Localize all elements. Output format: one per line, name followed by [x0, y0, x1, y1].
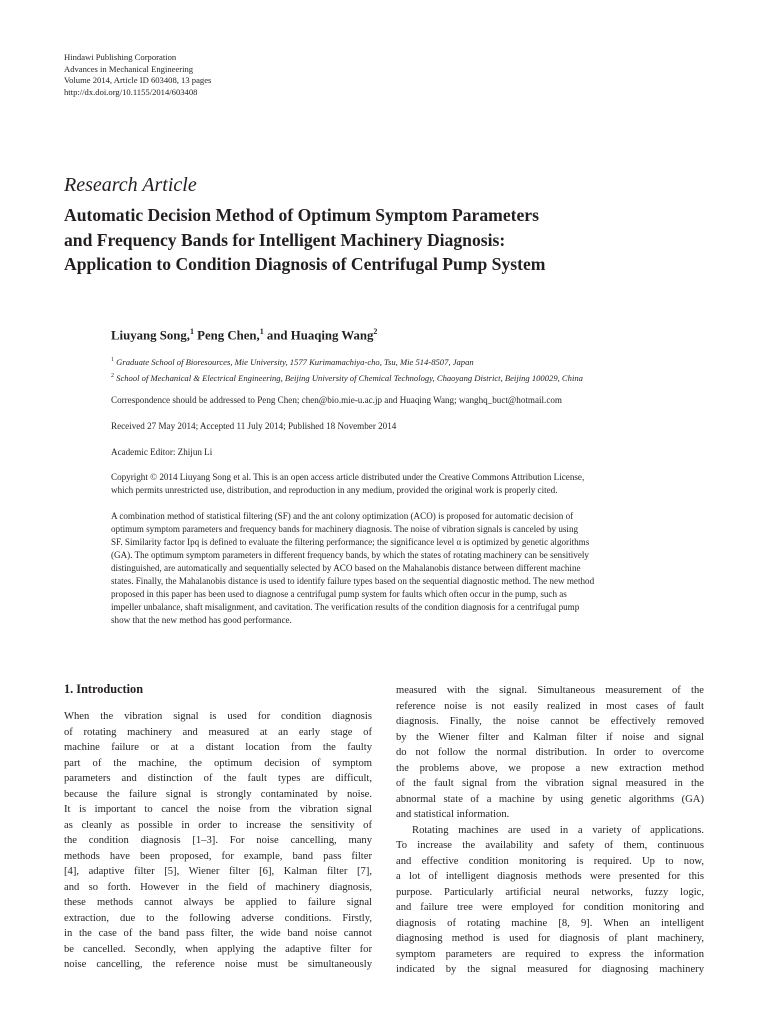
abstract-line: distinguished, are automatically and sequentially selected by ACO based on the Mahalanobis distance between different machine	[111, 563, 581, 573]
title-line: Application to Condition Diagnosis of Centrifugal Pump System	[64, 254, 546, 274]
body-line: parameters and distinction of the fault types are difficult,	[64, 773, 372, 784]
author-affiliation-marker: 1	[259, 327, 264, 336]
affiliation	[111, 354, 711, 368]
body-line: When the vibration signal is used for condition diagnosis	[64, 711, 372, 722]
body-line: of the fault signal from the vibration signal measured in the	[396, 778, 704, 789]
body-line: as cleanly as possible in order to increase the sensitivity of	[64, 819, 372, 831]
body-column-left	[64, 709, 372, 973]
author-name: Liuyang Song,	[111, 328, 190, 343]
body-line: [4], adaptive filter [5], Wiener filter [6], Kalman filter [7],	[64, 866, 372, 877]
affiliation-marker: 2	[111, 373, 114, 379]
title-line: and Frequency Bands for Intelligent Machinery Diagnosis:	[64, 229, 506, 250]
academic-editor: Academic Editor: Zhijun Li	[111, 447, 213, 457]
publication-dates: Received 27 May 2014; Accepted 11 July 2014; Published 18 November 2014	[111, 421, 397, 431]
copyright-notice	[111, 471, 705, 497]
affiliation	[111, 370, 711, 384]
body-line: part of the machine, the optimum decision of symptom	[64, 757, 372, 769]
body-line: and statistical information.	[396, 809, 510, 820]
abstract-line: proposed in this paper has been used to diagnose a centrifugal pump system for faults which often occur in the pump, such as	[111, 589, 567, 599]
copyright-line: which permits unrestricted use, distribution, and reproduction in any medium, provided the original work is properly cited.	[111, 485, 558, 495]
body-line: in the case of the band pass filter, the wide band noise cannot	[64, 928, 372, 939]
body-line: because the failure signal is strongly contaminated by noise.	[64, 788, 372, 800]
abstract-line: A combination method of statistical filtering (SF) and the ant colony optimization (ACO) is proposed for automatic decision of	[111, 511, 574, 521]
abstract-line: show that the new method has good performance.	[111, 615, 292, 625]
body-line: purpose. Particularly artificial neural networks, fuzzy logic,	[396, 886, 704, 898]
body-line: diagnosis. Finally, the noise cannot be effectively removed	[396, 716, 704, 727]
title-line: Automatic Decision Method of Optimum Symptom Parameters	[64, 205, 539, 225]
author-affiliation-marker: 1	[189, 327, 194, 336]
copyright-line: Copyright © 2014 Liuyang Song et al. This is an open access article distributed under the Creative Commons Attribution License,	[111, 472, 585, 482]
body-line: be cancelled. Secondly, when applying the adaptive filter for	[64, 943, 372, 955]
body-line: abnormal state of a machine by using genetic algorithms (GA)	[396, 793, 704, 805]
body-line: Rotating machines are used in a variety of applications.	[412, 824, 704, 836]
body-line: diagnosing method is used for diagnosis of plant machinery,	[396, 933, 704, 944]
body-line: It is important to cancel the noise from the vibration signal	[64, 804, 372, 815]
abstract-line: states. Finally, the Mahalanobis distance is used to identify failure types based on the sequential diagnostic method. The new method	[111, 576, 595, 586]
doi-link[interactable]: http://dx.doi.org/10.1155/2014/603408	[64, 86, 198, 97]
abstract-line: (GA). The optimum symptom parameters in different frequency bands, by which the states of rotating machinery can be sensitively	[111, 550, 589, 560]
article-title	[64, 203, 724, 277]
body-line: do not follow the normal distribution. In order to overcome	[396, 747, 704, 758]
body-line: and effective condition monitoring is required. Up to now,	[396, 855, 704, 867]
body-line: the problems above, we propose a new extraction method	[396, 762, 704, 774]
section-heading: 1. Introduction	[64, 682, 144, 696]
correspondence: Correspondence should be addressed to Peng Chen; chen@bio.mie-u.ac.jp and Huaqing Wang; wanghq_buct@hotmail.com	[111, 395, 562, 405]
body-line: the condition diagnosis [1–3]. For noise cancelling, many	[64, 835, 372, 846]
body-line: measured with the signal. Simultaneous measurement of the	[396, 685, 704, 696]
body-line: of rotating machinery and measured at an early stage of	[64, 726, 372, 738]
body-line: indicated by the signal measured for diagnosing machinery	[396, 964, 704, 975]
abstract	[111, 510, 705, 627]
journal-name: Advances in Mechanical Engineering	[64, 63, 194, 74]
publisher: Hindawi Publishing Corporation	[64, 52, 177, 62]
body-line: symptom parameters are required to express the information	[396, 948, 704, 960]
body-line: and so forth. However in the field of machinery diagnosis,	[64, 881, 372, 893]
affiliation-marker: 1	[111, 357, 114, 363]
body-line: extraction, due to the following adverse conditions. Firstly,	[64, 912, 372, 924]
author-list	[111, 323, 377, 344]
body-column-right	[396, 683, 704, 978]
volume-info: Volume 2014, Article ID 603408, 13 pages	[64, 75, 212, 85]
body-line: To increase the availability and safety of them, continuous	[396, 840, 704, 851]
affiliation-text: School of Mechanical & Electrical Engineering, Beijing University of Chemical Technology, Chaoyang District, Beijing 100029, China	[114, 372, 583, 383]
abstract-line: optimum symptom parameters and frequency bands for machinery diagnosis. The noise of vibration signals is canceled by using	[111, 524, 579, 534]
affiliation-text: Graduate School of Bioresources, Mie University, 1577 Kurimamachiya-cho, Tsu, Mie 514-8507, Japan	[114, 356, 474, 367]
body-line: diagnosis of rotating machine [8, 9]. When an intelligent	[396, 917, 704, 929]
abstract-line: SF. Similarity factor Ipq is defined to evaluate the filtering performance; the significance level α is optimized by genetic algorithms	[111, 537, 590, 547]
author-affiliation-marker: 2	[373, 327, 378, 336]
body-line: methods have been proposed, for example, band pass filter	[64, 850, 372, 862]
body-line: by the Wiener filter and Kalman filter if noise and signal	[396, 731, 704, 743]
body-line: reference noise is not easily realized in most cases of fault	[396, 700, 704, 712]
abstract-line: impeller unbalance, shaft misalignment, and cavitation. The verification results of the condition diagnosis for a centrifugal pump	[111, 602, 580, 612]
body-line: noise cancelling, the reference noise must be simultaneously	[64, 959, 372, 970]
author-name: Peng Chen,	[193, 328, 260, 343]
body-line: these methods cannot always be applied to failure signal	[64, 897, 372, 908]
journal-info	[64, 52, 211, 98]
body-line: a lot of intelligent diagnosis methods were presented for this	[396, 871, 704, 882]
author-name: and Huaqing Wang	[263, 328, 374, 343]
body-line: and failure tree were employed for condition monitoring and	[396, 902, 704, 913]
article-type: Research Article	[64, 174, 197, 196]
body-line: machine failure or at a distant location from the faulty	[64, 742, 372, 753]
